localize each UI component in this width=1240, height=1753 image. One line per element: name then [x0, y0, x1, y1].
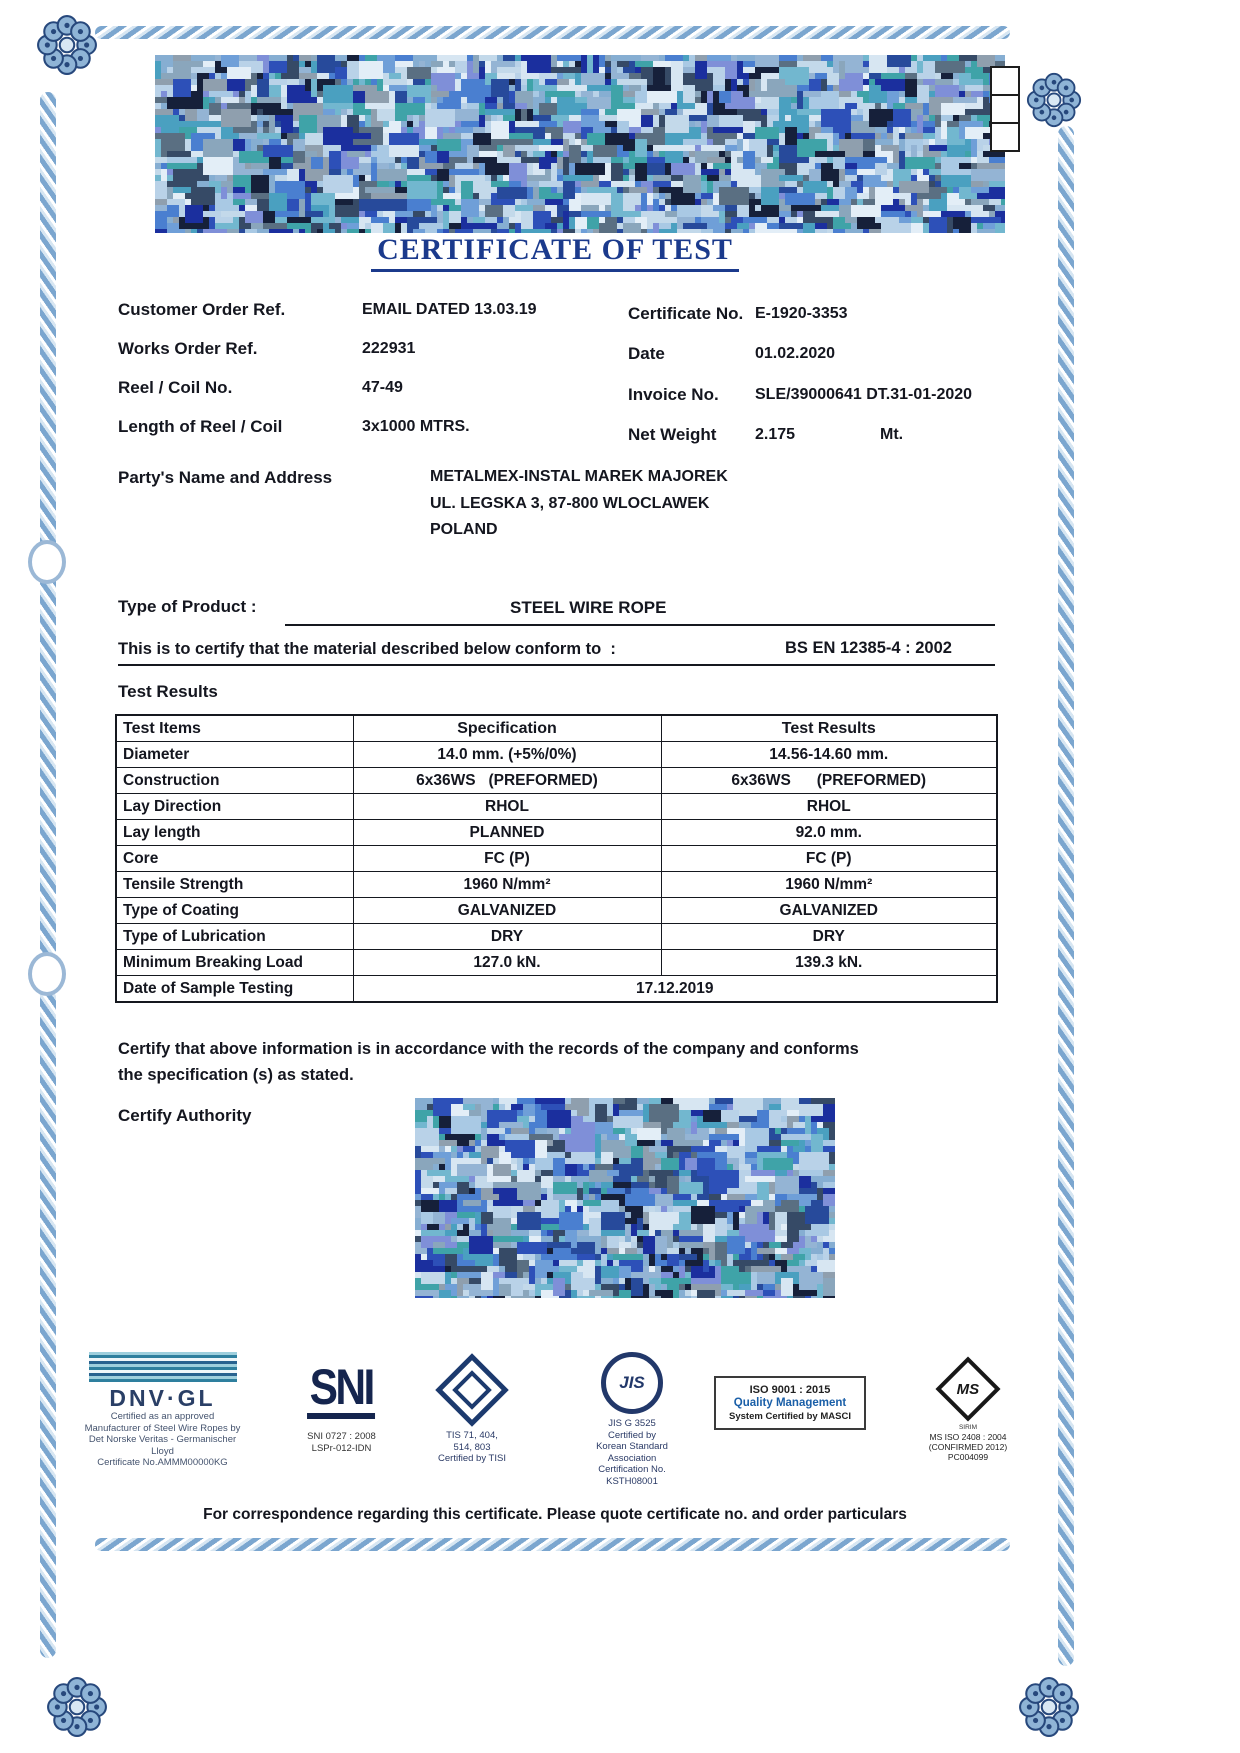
cell-item: Core	[116, 846, 353, 872]
sni-logo	[294, 1359, 389, 1454]
reel-coil-no-value: 47-49	[362, 379, 403, 396]
cell-spec: FC (P)	[353, 846, 661, 872]
jis-line: Certified by	[607, 1429, 657, 1441]
ms-sirim-logo	[918, 1360, 1018, 1462]
reel-coil-no-label: Reel / Coil No.	[118, 378, 233, 397]
rope-loop-icon	[28, 952, 66, 996]
cell-result: GALVANIZED	[661, 898, 997, 924]
rope-knot-icon	[36, 14, 98, 76]
table-row-lay-direction	[116, 794, 997, 820]
table-row-core	[116, 846, 997, 872]
cell-item: Diameter	[116, 742, 353, 768]
rope-knot-icon	[1018, 1676, 1080, 1738]
works-order-ref-value: 222931	[362, 340, 416, 357]
footer-correspondence-note: For correspondence regarding this certificate. Please quote certificate no. and order particulars	[203, 1506, 907, 1523]
cell-result: 6x36WS (PREFORMED)	[661, 768, 997, 794]
cell-spec: GALVANIZED	[353, 898, 661, 924]
cell-result: 92.0 mm.	[661, 820, 997, 846]
invoice-no-value: SLE/39000641 DT.31-01-2020	[755, 386, 973, 403]
rope-border-left	[40, 92, 56, 1658]
redacted-letterhead	[155, 55, 1005, 233]
document-title	[115, 233, 995, 272]
net-weight-value: 2.175	[755, 426, 796, 443]
certificate-no-label: Certificate No.	[628, 304, 744, 323]
jis-line: Korean Standard Association	[596, 1441, 668, 1464]
header-specification: Specification	[353, 715, 661, 742]
header-test-results: Test Results	[661, 715, 997, 742]
dnv-line: Det Norske Veritas - Germanischer Lloyd	[88, 1434, 237, 1457]
cell-result: 1960 N/mm²	[661, 872, 997, 898]
ms-line: (CONFIRMED 2012)	[928, 1442, 1008, 1452]
dnv-line: Manufacturer of Steel Wire Ropes by	[84, 1422, 241, 1434]
customer-order-ref-value: EMAIL DATED 13.03.19	[362, 301, 537, 318]
cell-result: 139.3 kN.	[661, 950, 997, 976]
cell-spec: 6x36WS (PREFORMED)	[353, 768, 661, 794]
tis-line: 514, 803	[453, 1441, 491, 1453]
tis-diamond-icon	[435, 1353, 509, 1427]
cell-item: Minimum Breaking Load	[116, 950, 353, 976]
cell-item: Date of Sample Testing	[116, 976, 353, 1003]
jis-line: JIS G 3525	[608, 1418, 656, 1429]
redaction-tab	[990, 122, 1020, 152]
ms-diamond-icon: MS	[935, 1356, 1000, 1421]
cell-item: Type of Coating	[116, 898, 353, 924]
party-line: POLAND	[430, 521, 498, 538]
rope-loop-icon	[28, 540, 66, 584]
sni-line: LSPr-012-IDN	[311, 1442, 372, 1454]
iso-line: Quality Management	[733, 1397, 847, 1409]
table-row-construction	[116, 768, 997, 794]
cell-result: DRY	[661, 924, 997, 950]
document-title-text: CERTIFICATE OF TEST	[371, 233, 739, 272]
works-order-ref-label: Works Order Ref.	[118, 339, 258, 358]
iso-line: System Certified by MASCI	[729, 1411, 851, 1422]
party-line: UL. LEGSKA 3, 87-800 WLOCLAWEK	[430, 495, 710, 512]
date-value: 01.02.2020	[755, 345, 836, 362]
tis-line: Certified by TISI	[438, 1453, 506, 1464]
table-row-lubrication	[116, 924, 997, 950]
cell-item: Lay Direction	[116, 794, 353, 820]
iso-line: ISO 9001 : 2015	[749, 1384, 831, 1396]
rope-knot-icon	[46, 1676, 108, 1738]
date-label: Date	[628, 344, 665, 363]
rope-border-top	[95, 26, 1010, 39]
dnv-flag-icon	[89, 1352, 237, 1382]
length-of-reel-value: 3x1000 MTRS.	[362, 418, 470, 435]
net-weight-label: Net Weight	[628, 425, 717, 444]
cell-date-value: 17.12.2019	[353, 976, 997, 1003]
table-row-diameter	[116, 742, 997, 768]
cell-spec: 14.0 mm. (+5%/0%)	[353, 742, 661, 768]
dnv-line: Certificate No.AMMM00000KG	[97, 1457, 228, 1468]
header-test-items: Test Items	[116, 715, 353, 742]
ms-line: MS ISO 2408 : 2004	[929, 1432, 1007, 1442]
product-type-value: STEEL WIRE ROPE	[510, 598, 667, 617]
tis-logo	[422, 1356, 522, 1465]
table-row-sample-testing-date	[116, 976, 997, 1003]
conformity-underline	[118, 664, 995, 666]
redacted-signature	[415, 1098, 835, 1298]
cell-spec: 1960 N/mm²	[353, 872, 661, 898]
certify-statement-line2: the specification (s) as stated.	[118, 1066, 354, 1084]
sni-mark-icon: SNI	[307, 1362, 375, 1419]
cell-spec: 127.0 kN.	[353, 950, 661, 976]
conformity-standard: BS EN 12385-4 : 2002	[785, 639, 952, 657]
rope-border-bottom	[95, 1538, 1010, 1551]
certify-statement-line1: Certify that above information is in accordance with the records of the company and conforms	[118, 1040, 859, 1058]
party-line: METALMEX-INSTAL MAREK MAJOREK	[430, 468, 728, 485]
jis-circle-icon: JIS	[601, 1352, 663, 1414]
party-label: Party's Name and Address	[118, 468, 333, 487]
cell-item: Lay length	[116, 820, 353, 846]
redaction-tab	[990, 66, 1020, 96]
jis-line: Certification No. KSTH08001	[598, 1464, 666, 1487]
table-header-row	[116, 715, 997, 742]
cell-item: Tensile Strength	[116, 872, 353, 898]
dnv-gl-logo	[80, 1352, 245, 1469]
cell-result: FC (P)	[661, 846, 997, 872]
table-row-lay-length	[116, 820, 997, 846]
customer-order-ref-label: Customer Order Ref.	[118, 300, 286, 319]
dnv-line: Certified as an approved	[110, 1411, 215, 1422]
product-type-label: Type of Product :	[118, 597, 257, 616]
cell-spec: RHOL	[353, 794, 661, 820]
table-row-breaking-load	[116, 950, 997, 976]
table-row-tensile-strength	[116, 872, 997, 898]
rope-knot-icon	[1026, 72, 1082, 128]
cell-item: Construction	[116, 768, 353, 794]
iso-certification-box	[714, 1376, 866, 1430]
test-results-heading: Test Results	[118, 682, 218, 701]
certificate-no-value: E-1920-3353	[755, 305, 848, 322]
ms-line: PC004099	[947, 1452, 989, 1462]
product-underline	[285, 624, 995, 626]
table-row-coating	[116, 898, 997, 924]
test-results-table	[115, 714, 998, 1003]
cell-spec: DRY	[353, 924, 661, 950]
cell-result: RHOL	[661, 794, 997, 820]
rope-border-right	[1058, 126, 1074, 1666]
certify-authority-label: Certify Authority	[118, 1106, 252, 1125]
invoice-no-label: Invoice No.	[628, 385, 719, 404]
cell-item: Type of Lubrication	[116, 924, 353, 950]
net-weight-unit: Mt.	[880, 426, 904, 443]
sirim-label: SIRIM	[958, 1424, 978, 1431]
dnv-name: DNV·GL	[109, 1385, 216, 1411]
cell-result: 14.56-14.60 mm.	[661, 742, 997, 768]
redaction-tab	[990, 94, 1020, 124]
conformity-text: This is to certify that the material described below conform to :	[118, 640, 616, 658]
cell-spec: PLANNED	[353, 820, 661, 846]
tis-line: TIS 71, 404,	[446, 1430, 498, 1441]
jis-logo	[572, 1352, 692, 1487]
sni-line: SNI 0727 : 2008	[307, 1431, 376, 1442]
length-of-reel-label: Length of Reel / Coil	[118, 417, 283, 436]
